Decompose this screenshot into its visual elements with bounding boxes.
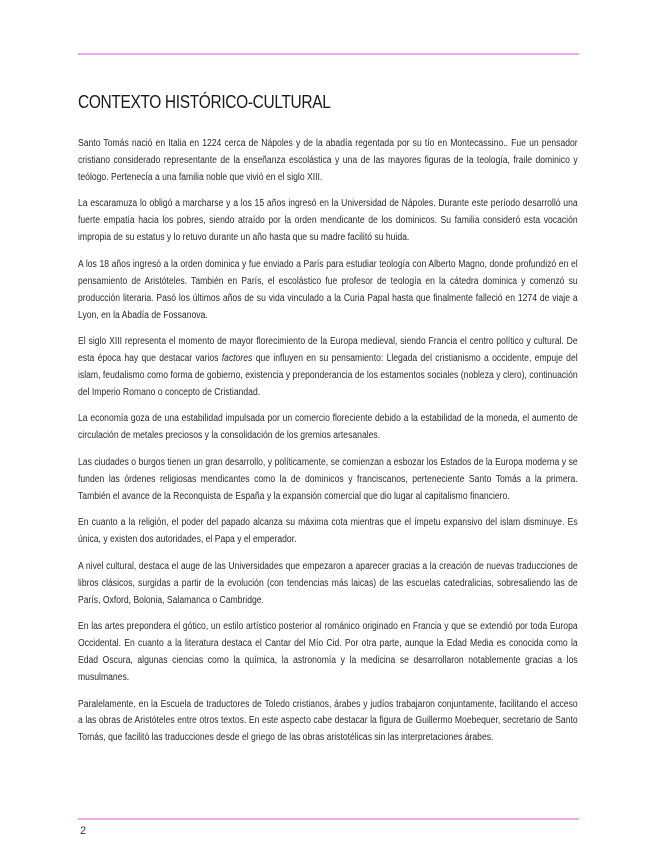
paragraph-5: La economía goza de una estabilidad impulsada por un comercio floreciente debido a la estabilidad de la moneda, el aumento de circulación de metales preciosos y la consolidación de los gremios artesanales. <box>78 413 578 442</box>
paragraph-3: A los 18 años ingresó a la orden dominica y fue enviado a París para estudiar teología con Alberto Magno, donde profundizó en el pensamiento de Aristóteles. También en París, el escolástico fue profesor de teología en la cátedra dominica y comenzó su producción literaria. Pasó los últimos años de su vida vinculado a la Curia Papal hasta que finalmente falleció en 1274 de viaje a Lyon, en la Abadía de Fossanova. <box>78 258 578 321</box>
header-divider <box>78 53 579 55</box>
paragraph-6: Las ciudades o burgos tienen un gran desarrollo, y políticamente, se comienzan a esbozar los Estados de la Europa moderna y se funden las órdenes religiosas mendicantes como la de dominicos y franciscanos, perteneciente Santo Tomás a la primera. También el avance de la Reconquista de España y la expansión comercial que dio lugar al capitalismo financiero. <box>78 456 578 502</box>
footer-divider <box>78 818 579 820</box>
paragraph-2: La escaramuza lo obligó a marcharse y a los 15 años ingresó en la Universidad de Nápoles. Durante este período desarrolló una fuerte empatía hacia los pobres, siendo atraído por la orden mendicante de los dominicos. Su familia consideró esta vocación impropia de su estatus y lo retuvo durante un año hasta que su madre facilitó su huida. <box>78 198 578 244</box>
paragraph-4 <box>78 334 578 402</box>
paragraph-10: Paralelamente, en la Escuela de traductores de Toledo cristianos, árabes y judíos trabajaron conjuntamente, facilitando el acceso a las obras de Aristóteles entre otros textos. En este aspecto cabe destacar la figura de Guillermo Moebequer, secretario de Santo Tomás, que facilitó las traducciones desde el griego de las obras aristotélicas sin las interpretaciones árabes. <box>78 698 578 744</box>
paragraph-4-before: El siglo XIII representa el momento de mayor florecimiento de la Europa medieval, siendo Francia el centro político y cultural. De esta época hay que destacar varios <box>78 336 578 365</box>
page-title: CONTEXTO HISTÓRICO-CULTURAL <box>78 92 331 112</box>
paragraph-4-after: que influyen en su pensamiento: Llegada del cristianismo a occidente, empuje del islam, feudalismo como forma de gobierno, existencia y preponderancia de los estamentos sociales (nobleza y clero), continuación del Imperio Romano o concepto de Cristiandad. <box>78 353 578 398</box>
paragraph-9: En las artes prepondera el gótico, un estilo artístico posterior al románico originado en Francia y que se extendió por toda Europa Occidental. En cuanto a la literatura destaca el Cantar del Mío Cid. Por otra parte, aunque la Edad Media es conocida como la Edad Oscura, algunas ciencias como la química, la astronomía y la medicina se desarrollaron notablemente gracias a los musulmanes. <box>78 621 578 683</box>
paragraph-8: A nivel cultural, destaca el auge de las Universidades que empezaron a aparecer gracias a la creación de nuevas traducciones de libros clásicos, surgidas a partir de la evolución (con tendencias más laicas) de las escuelas catedralicias, sobresaliendo las de París, Oxford, Bolonia, Salamanca o Cambridge. <box>78 560 578 606</box>
page-number: 2 <box>80 825 87 837</box>
paragraph-4-emphasis: factores <box>221 353 253 365</box>
document-body <box>78 136 578 757</box>
paragraph-7: En cuanto a la religión, el poder del papado alcanza su máxima cota mientras que el ímpetu expansivo del islam disminuye. Es única, y existen dos autoridades, el Papa y el emperador. <box>78 517 578 546</box>
paragraph-1: Santo Tomás nació en Italia en 1224 cerca de Nápoles y de la abadía regentada por su tío en Montecassino.. Fue un pensador cristiano considerado representante de la enseñanza escolástica y una de las mayores figuras de la teología, fraile dominico y teólogo. Pertenecía a una familia noble que vivió en el siglo XIII. <box>78 138 578 183</box>
